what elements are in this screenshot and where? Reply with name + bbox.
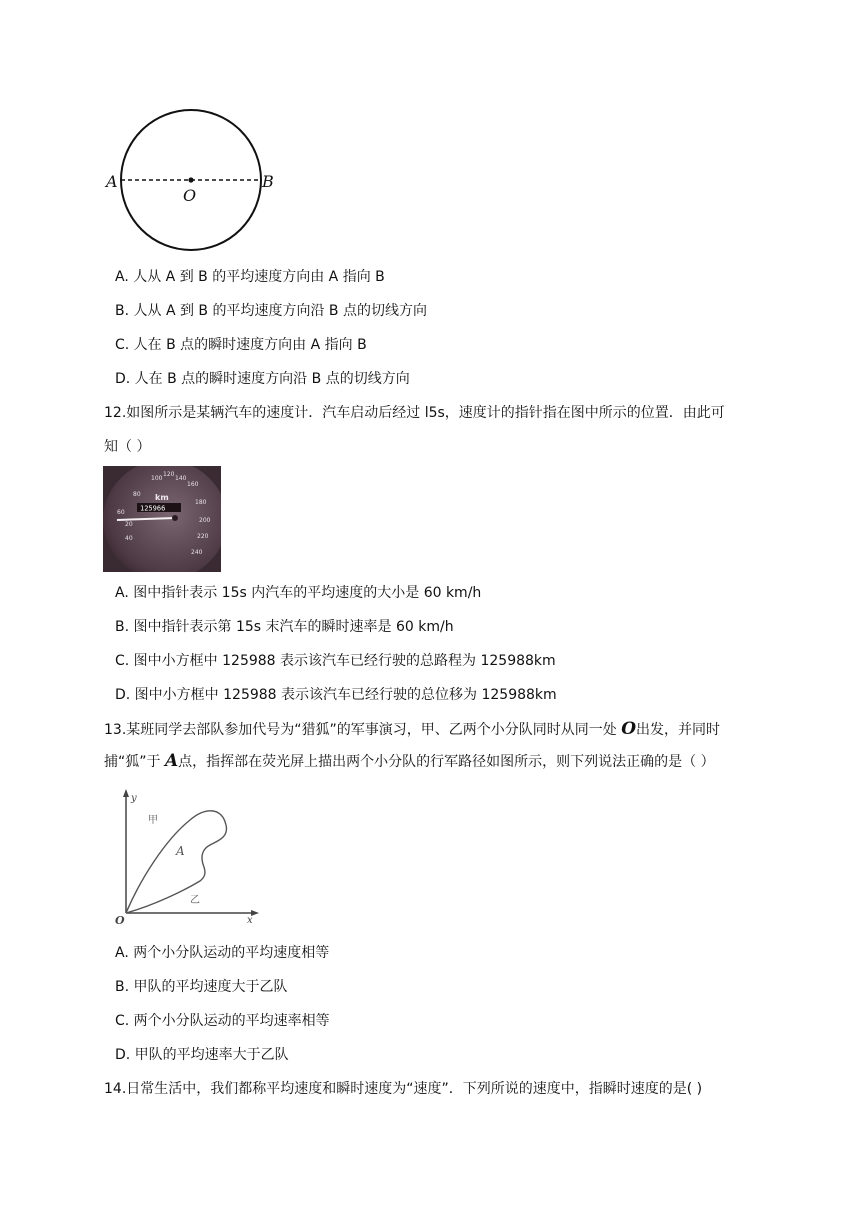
path-jia (126, 811, 227, 913)
tick-label: 100 (151, 475, 163, 482)
y-axis-label: y (131, 793, 137, 804)
circle-diagram (100, 105, 285, 255)
odometer-value: 125966 (140, 504, 166, 513)
q13-stem-line1 (104, 719, 720, 740)
q13-option-b: B. 甲队的平均速度大于乙队 (115, 979, 288, 995)
q12-option-a: A. 图中指针表示 15s 内汽车的平均速度的大小是 60 km/h (115, 585, 482, 601)
tick-label: 60 (117, 509, 125, 516)
q13-text-part: 点，指挥部在荧光屏上描出两个小分队的行军路径如图所示，则下列说法正确的是（ ） (178, 754, 715, 770)
q12-option-d: D. 图中小方框中 125988 表示该汽车已经行驶的总位移为 125988km (115, 687, 557, 703)
label-jia: 甲 (148, 815, 158, 826)
label-yi: 乙 (190, 895, 200, 906)
label-b: B (262, 172, 274, 191)
tick-label: 180 (195, 499, 207, 506)
speedometer-image (103, 466, 221, 572)
q12-stem-line1: 12.如图所示是某辆汽车的速度计．汽车启动后经过 l5s，速度计的指针指在图中所示的位置．由此可 (104, 405, 725, 421)
label-o: O (183, 186, 197, 205)
path-yi (126, 867, 205, 913)
tick-label: 40 (125, 535, 133, 542)
point-a-symbol: A (164, 751, 179, 771)
tick-label: 120 (163, 471, 175, 478)
label-a: A (106, 172, 118, 191)
q13-stem-line2 (104, 751, 715, 772)
q11-option-d: D. 人在 B 点的瞬时速度方向沿 B 点的切线方向 (115, 371, 410, 387)
tick-label: 20 (125, 521, 133, 528)
label-point-a: A (176, 844, 185, 858)
q13-option-a: A. 两个小分队运动的平均速度相等 (115, 945, 330, 961)
q13-text-part: 13.某班同学去部队参加代号为“猎狐”的军事演习，甲、乙两个小分队同时从同一处 (104, 722, 622, 738)
tick-label: 80 (133, 491, 141, 498)
q13-option-d: D. 甲队的平均速率大于乙队 (115, 1047, 289, 1063)
path-graph (110, 785, 265, 925)
q13-text-part: 捕“狐”于 (104, 754, 165, 770)
tick-label: 240 (191, 549, 203, 556)
tick-label: 220 (197, 533, 209, 540)
speedometer-unit: km (155, 493, 169, 502)
origin-label: O (115, 914, 125, 925)
q11-option-c: C. 人在 B 点的瞬时速度方向由 A 指向 B (115, 337, 367, 353)
q12-option-c: C. 图中小方框中 125988 表示该汽车已经行驶的总路程为 125988km (115, 653, 556, 669)
q12-option-b: B. 图中指针表示第 15s 末汽车的瞬时速率是 60 km/h (115, 619, 454, 635)
tick-label: 160 (187, 481, 199, 488)
tick-label: 200 (199, 517, 211, 524)
tick-label: 140 (175, 475, 187, 482)
x-axis-label: x (247, 915, 253, 925)
q13-text-part: 出发，并同时 (636, 722, 721, 738)
q14-stem: 14.日常生活中，我们都称平均速度和瞬时速度为“速度”．下列所说的速度中，指瞬时速度的是( ) (104, 1081, 703, 1097)
q13-option-c: C. 两个小分队运动的平均速率相等 (115, 1013, 330, 1029)
q11-option-b: B. 人从 A 到 B 的平均速度方向沿 B 点的切线方向 (115, 303, 427, 319)
q11-option-a: A. 人从 A 到 B 的平均速度方向由 A 指向 B (115, 269, 385, 285)
point-o-symbol: O (621, 719, 637, 739)
q12-stem-line2: 知（ ） (104, 439, 151, 455)
center-dot (188, 177, 193, 182)
